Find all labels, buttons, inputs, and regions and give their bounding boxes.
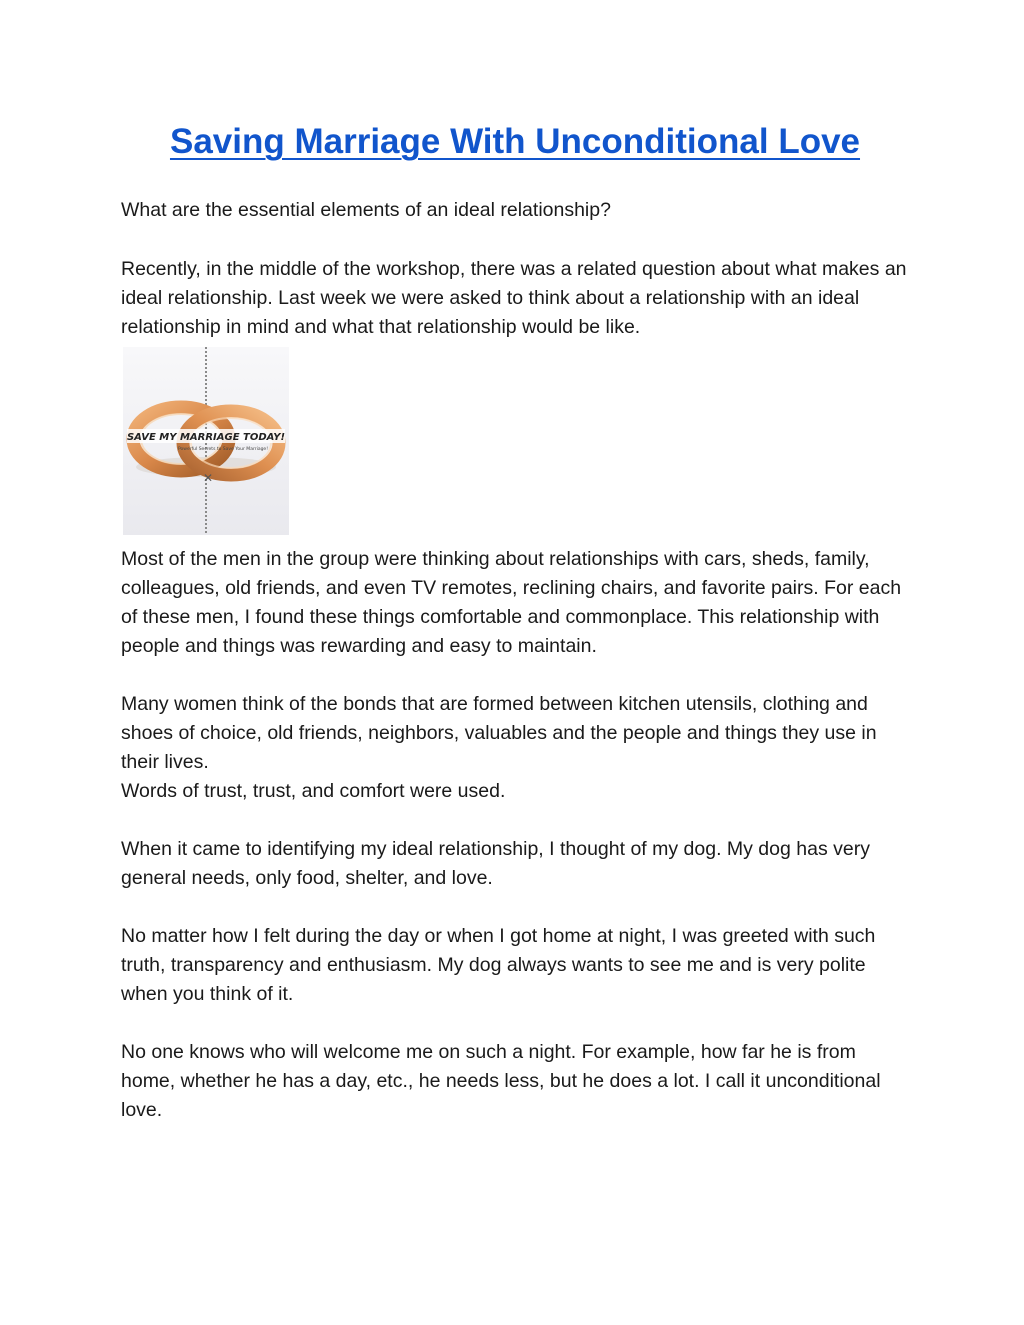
intro-question: What are the essential elements of an ideal relationship?	[121, 199, 611, 221]
paragraph-men: Most of the men in the group were thinking about relationships with cars, sheds, family, colleagues, old friends, and even TV remotes, reclining chairs, and favorite pairs. For each of these men, I found these things comfortable and commonplace. This relationship with people and things was rewarding and easy to maintain.	[121, 548, 902, 657]
spacer	[121, 806, 911, 835]
image-banner-text: SAVE MY MARRIAGE TODAY!	[126, 432, 286, 443]
paragraph-women: Many women think of the bonds that are formed between kitchen utensils, clothing and shoes of choice, old friends, neighbors, valuables and the people and things they use in their lives.	[121, 693, 877, 773]
svg-text:✕: ✕	[203, 471, 214, 485]
spacer	[121, 1009, 911, 1038]
paragraph-dog: When it came to identifying my ideal relationship, I thought of my dog. My dog has very general needs, only food, shelter, and love.	[121, 838, 870, 889]
wedding-rings-image	[123, 347, 289, 535]
spacer	[121, 893, 911, 922]
document-body	[121, 196, 911, 1125]
paragraph-unconditional-love: No one knows who will welcome me on such a night. For example, how far he is from home, whether he has a day, etc., he needs less, but he does a lot. I call it unconditional love.	[121, 1041, 881, 1121]
paragraph-greeted: No matter how I felt during the day or when I got home at night, I was greeted with such truth, transparency and enthusiasm. My dog always wants to see me and is very polite when you think of it.	[121, 925, 876, 1005]
paragraph-words: Words of trust, trust, and comfort were used.	[121, 780, 506, 802]
page-title-link[interactable]: Saving Marriage With Unconditional Love	[169, 122, 861, 161]
wedding-rings-icon	[123, 347, 289, 535]
spacer	[121, 661, 911, 690]
paragraph-workshop: Recently, in the middle of the workshop, there was a related question about what makes an ideal relationship. Last week we were asked to think about a relationship with an ideal relationship in mind and what that relationship would be like.	[121, 258, 907, 338]
image-sub-text: Powerful Secrets to Save Your Marriage!	[177, 447, 269, 452]
